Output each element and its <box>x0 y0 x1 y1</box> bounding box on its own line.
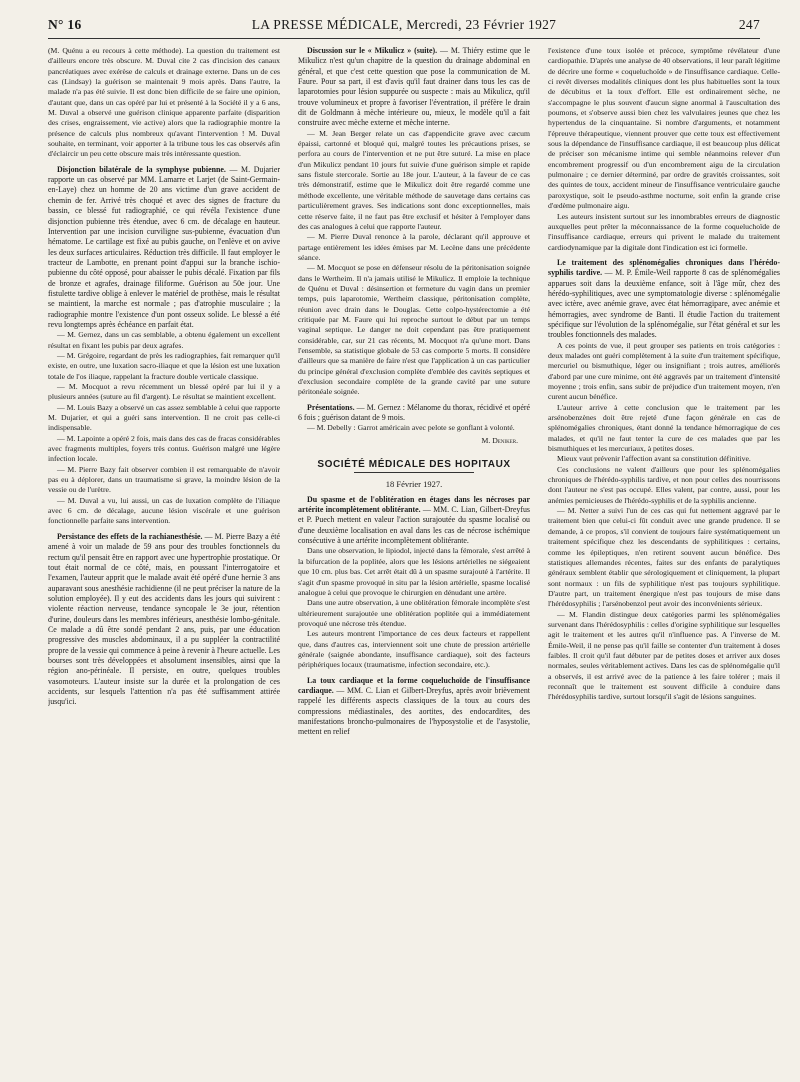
heading-text: — M. Gernez : Mélanome du thorax, récidivé et opéré 6 fois ; guérison datant de 9 mois. <box>298 402 530 423</box>
heading-title: Du spasme et de l'oblitération en étages dans les nécroses par artérite incomplètement oblitérante. <box>298 494 530 515</box>
session-date: 18 Février 1927. <box>385 479 443 490</box>
society-title-rule <box>354 472 474 473</box>
paragraph: — M. Pierre Bazy fait observer combien il est remarquable de n'avoir pas eu à déplorer, dans un traumatisme si grave, la moindre lésion de la vessie ou de l'urètre. <box>48 464 280 495</box>
paragraph: Les auteurs montrent l'importance de ces deux facteurs et rappellent que, dans d'autres cas, interviennent soit une chute de pression artérielle générale (saignée abondante, insuffisance cardiaque), soit des facteurs périphériques locaux (traumatisme, infection secondaire, etc.). <box>298 629 530 670</box>
paragraph: Dans une observation, le lipiodol, injecté dans la fémorale, s'est arrêté à la bifurcation de la poplitée, alors que les lésions artérielles ne siégeaient que 10 cm. plus bas. Cet arrêt était dû à un spasme surajouté à l'artérite. Il s'agit d'un spasme provoqué in situ par la lésion artérielle, spasme localisé analogue à celui que provoque le chirurgien en dénudant une artère. <box>298 546 530 597</box>
paragraph: Les auteurs insistent surtout sur les innombrables erreurs de diagnostic auxquelles peut prêter la méconnaissance de la forme coqueluchoïde de l'insuffisance cardiaque, erreurs qui privent le malade du traitement cardiodynamique par la digitale dont l'indication est ici formelle. <box>548 211 780 252</box>
paragraph: — M. Jean Berger relate un cas d'appendicite grave avec cæcum épaissi, cartonné et bloqué qui, malgré toutes les précautions prises, se perfora au cours de l'intervention et ne put être suturé. La mise en place d'un Mikulicz pendant 10 jours fut suivie d'une guérison simple et rapide sans fistule stercorale. Sortie au 18e jour. L'auteur, à la faveur de ce cas très démonstratif, estime que le Mikulicz doit être regardé comme une méthode excellente, une véritable méthode de sauvetage dans certains cas particulièrement graves. Ses indications sont donc exceptionnelles, mais cette réserve faite, il ne faut pas être exclusif et hésiter à l'employer dans des cas analogues à celui que rapporte l'auteur. <box>298 128 530 231</box>
section-heading <box>298 495 530 547</box>
paragraph: — M. Grégoire, regardant de près les radiographies, fait remarquer qu'il existe, en outre, une luxation sacro-iliaque et que la lésion est une luxation totale de l'os iliaque, rappelant la fracture double verticale classique. <box>48 350 280 381</box>
section-heading <box>48 165 280 331</box>
section-heading <box>48 532 280 708</box>
paragraph: — M. Pierre Duval renonce à la parole, déclarant qu'il approuve et partage entièrement les idées émises par M. Lecène dans une précédente séance. <box>298 232 530 262</box>
paragraph: Ces conclusions ne valent d'ailleurs que pour les splénomégalies chroniques de l'hérédo-syphilis tardive, et non pour celles des nourrissons dont l'auteur ne s'est pas occupé. Elles valent, par contre, aussi, pour les anémies pernicieuses de l'hérédo-syphilis et de la syphilis ancienne. <box>548 464 780 505</box>
paragraph: — M. Flandin distingue deux catégories parmi les splénomégalies survenant dans l'hérédosyphilis : celles d'origine syphilitique sur lesquelles agit le traitement et les autres qu'il n'influence pas. A l'inverse de M. Émile-Weil, il ne pense pas qu'il faille se contenter d'un traitement à doses faibles. Il croit qu'il faut débuter par de petites doses et arriver aux doses normales, seules véritablement actives. Dans les cas de splénomégalie qu'il a observés, il est arrivé avec de la patience à les faire tolérer ; mais il reconnaît que le traitement est souvent difficile à conduire dans l'hérédosyphilis tardive, surtout lorsqu'il s'agit de lésions sanguines. <box>548 609 780 702</box>
heading-text: — M. Dujarier rapporte un cas observé par MM. Lamarre et Larjet (de Saint-Germain-en-Laye) chez un homme de 20 ans victime d'un grave accident de chemin de fer. Arrivé très choqué et avec des signes de fracture du bassin, ce blessé fut radiographié, ce qui révéla l'existence d'une disjonction pubienne très étendue, avec 6 cm. de décalage en hauteur. Intervention par une incision curviligne sus-pubienne, évacuation d'un hématome. Le cartilage est fixé au pubis gauche, on l'enlève et on avive les deux surfaces articulaires. Réduction très difficile. Il faut employer le tracteur de Lambotte, en prenant point d'appui sur la branche ischio-pubienne du côté opposé, pour abaisser le pubis décalé. Fixation par fils de bronze et agrafes, drainage filiforme. Guérison au 50e jour. Une fistulette tardive oblige à enlever le matériel de prothèse, mais le résultat se maintient, la marche est normale ; pas d'atrophie musculaire ; la radiographie montre l'existence d'un pont osseux solide. Le blessé a été revu longtemps après échéance en parfait état. <box>48 164 280 329</box>
section-heading <box>548 258 780 341</box>
heading-text: — M. Thiéry estime que le Mikulicz n'est qu'un chapitre de la question du drainage abdominal en général, et que c'est cette question que pose la communication de M. Faure. Pour sa part, il est d'avis qu'il faut drainer dans tous les cas de laparotomies pour lésion suppurée ou suspecte : mais au Mikulicz, qu'il trouve volumineux et propre à favoriser l'éventration, il préfère le drain dit de Goldmann à mèche intérieure ou, mieux, le modèle qu'il a fait construire avec mèche externe et mèche interne. <box>298 46 530 128</box>
heading-text: — M. Pierre Bazy a été amené à voir un malade de 59 ans pour des troubles fonctionnels du rectum qu'il pensait être en rapport avec une hypertrophie prostatique. Or tout était normal de ce côté, mais, en poussant l'interrogatoire et l'examen, l'auteur apprit que le malade avait été opéré d'une hernie 3 ans auparavant sous anesthésie rachidienne (il ne peut préciser la nature de la solution employée). Il y eut des accidents dans les jours qui suivirent : violente réaction nerveuse, tendance syncopale le 3e jour, rétention d'urine, douleurs dans les membres inférieurs, anesthésie lombo-génitale. Ce malade a dû être sondé pendant 2 ans, puis, par une éducation progressive des muscles abdominaux, il a pu suppléer la contractilité propre de la vessie qui commence à peine à revenir à l'heure actuelle. Les bourses sont très développées et absolument insensibles, ainsi que la région ano-périnéale. Il persiste, en outre, quelques troubles vasomoteurs. L'auteur insiste sur la durée et la prolongation de ces accidents, sur lesquels l'attention n'a pas été suffisamment attirée jusqu'ici. <box>48 531 280 707</box>
society-title: SOCIÉTÉ MÉDICALE DES HOPITAUX <box>317 459 511 471</box>
heading-title: Le traitement des splénomégalies chroniques dans l'hérédo-syphilis tardive. <box>548 257 780 278</box>
column-1 <box>48 46 280 1066</box>
section-heading <box>298 46 530 129</box>
header-rule <box>48 38 760 39</box>
issue-number: N° 16 <box>48 17 82 32</box>
page-header <box>48 17 760 37</box>
author-signature: M. Deniker. <box>481 435 518 445</box>
paragraph: l'existence d'une toux isolée et précoce, symptôme révélateur d'une cardiopathie. D'après une analyse de 40 observations, il leur paraît légitime de décrire une forme « coqueluchoïde » de l'insuffisance cardiaque. Celle-ci revêt diverses modalités cliniques dont les plus habituelles sont la toux de décubitus et la toux d'effort. Elle est ordinairement sèche, ne s'accompagne le plus souvent d'aucun signe anormal à l'auscultation des poumons, et s'observe aussi bien chez les valvulaires jeunes que chez les hypertendus de la cinquantaine. Si nombre d'arguments, et notamment l'épreuve thérapeutique, viennent prouver que cette toux est effectivement sous la dépendance de l'insuffisance cardiaque, il est beaucoup plus délicat de préciser son mécanisme intime qui semble néanmoins relever d'un encombrement progressif ou d'un encombrement aigu de la circulation pulmonaire ; ce dernier déterminé, par ordre de gravités croissantes, soit des quintes de toux, accident mineur de l'insuffisance ventriculaire gauche paroxystique, soit le pseudo-asthme nocturne, soit enfin la grande crise d'œdème pulmonaire aigu. <box>548 46 780 211</box>
heading-title: Disjonction bilatérale de la symphyse pubienne. <box>57 164 226 174</box>
paragraph: — M. Debelly : Garrot américain avec pelote se gonflant à volonté. <box>307 423 515 433</box>
heading-title: Présentations. <box>307 402 355 412</box>
section-heading <box>298 676 530 738</box>
heading-title: La toux cardiaque et la forme coqueluchoïde de l'insuffisance cardiaque. <box>298 675 530 695</box>
paragraph: (M. Quénu a eu recours à cette méthode). La question du traitement est d'ailleurs encore très obscure. M. Duval cite 2 cas d'incision des canaux pancréatiques avec exérèse de calculs et drainage externe. Dans un de ces cas (Lindsay) la guérison se maintenait 9 mois après. Dans l'autre, la malade n'a pas été suivie. Il est donc bien difficile de se faire une opinion, d'autant que, dans un cas opéré par lui et présenté à la Société il y a 6 ans, M. Duval a observé une guérison clinique apparente parfaite (disparition des crises, engraissement, vie active) alors que la radiographie montre la présence de calculs plus nombreux qu'avant l'intervention ! M. Duval souhaite, en terminant, voir apporter à la tribune tous les cas observés afin d'éclaircir un peu cette obscure mais très intéressante question. <box>48 46 280 159</box>
heading-text: — M. P. Émile-Weil rapporte 8 cas de splénomégalies apparues soit dans la deuxième enfance, soit à l'âge mûr, chez des hérédo-syphilitiques, avec une symptomatologie diverse : splénomégalie avec ictère, avec anémie grave, avec état hémorragipare, avec anémie et hémorragies, avec syndrome de Banti. Il étudie l'action du traitement spécifique sur l'évolution de la splénomégalie, sur l'état général et sur les troubles fonctionnels des malades. <box>548 268 780 340</box>
paragraph: — M. Mocquot a revu récemment un blessé opéré par lui il y a plusieurs années (suture au fil d'argent). Le résultat se maintient excellent. <box>48 382 280 402</box>
paragraph: — M. Duval a vu, lui aussi, un cas de luxation complète de l'iliaque avec 6 cm. de décalage, aucune lésion viscérale et une guérison fonctionnelle parfaite sans intervention. <box>48 495 280 526</box>
paragraph: — M. Lapointe a opéré 2 fois, mais dans des cas de fracas considérables avec fragments multiples, foyers très contus. Guérison malgré une légère infection locale. <box>48 433 280 464</box>
column-2 <box>298 46 530 1066</box>
column-3 <box>548 46 780 1066</box>
paragraph: — M. Mocquot se pose en défenseur résolu de la péritonisation soignée dans le Wertheim. Il n'a jamais utilisé le Mikulicz. Il emploie la technique de Quénu et Duval : désinsertion et fermeture du vagin dans un premier temps, puis laparotomie, Wertheim classique, péritonisation complète, réunion avec drain dans le Douglas. Cette colpo-hystérectomie a été critiquée par M. Faure qui lui reproche surtout le début par un temps vaginal septique. Le danger ne doit cependant pas être pratiquement considérable, car, sur 21 cas récents, M. Mocquot n'a qu'une mort. Dans l'ensemble, sa statistique globale de 53 cas comporte 5 morts. Il considère d'ailleurs que sa manière de faire n'est que l'application à un cas particulier du principe général d'exclusion complète d'emblée des cavités septiques et d'exclusion secondaire complète de la grande cavité par une suture péritonéale soignée. <box>298 263 530 397</box>
page-number: 247 <box>738 17 760 32</box>
paragraph: — M. Gernez, dans un cas semblable, a obtenu également un excellent résultat en fixant les pubis par deux agrafes. <box>48 330 280 350</box>
paragraph: — M. Louis Bazy a observé un cas assez semblable à celui que rapporte M. Dujarier, et qui a guéri sans intervention. Il ne croit pas celle-ci indispensable. <box>48 402 280 433</box>
paragraph: Mieux vaut prévenir l'affection avant sa constitution définitive. <box>557 454 751 464</box>
heading-text: — MM. C. Lian, Gilbert-Dreyfus et P. Puech mettent en valeur l'action surajoutée du spasme localisé ou d'une deuxième localisation en aval dans les cas de nécrose ischémique consécutive à une artérite incomplètement oblitérante. <box>298 505 530 546</box>
paragraph: L'auteur arrive à cette conclusion que le traitement par les arsénobenzènes doit être rejeté d'une façon générale en cas de splénomégalies chroniques, étant donné la tendance hémorragique de ces malades, et qu'il ne faut tenter la cure de ces malades que par les bismuthiques et les mercuriaux, à petites doses. <box>548 402 780 454</box>
journal-title: LA PRESSE MÉDICALE, Mercredi, 23 Février 1927 <box>251 17 557 32</box>
section-heading <box>298 403 530 424</box>
paragraph: A ces points de vue, il peut grouper ses patients en trois catégories : deux malades ont guéri complètement à la suite d'un traitement spécifique, mercuriel ou bismuthique, léger ou insignifiant ; trois autres, améliorés d'abord par une cure minime, ont été aggravés par un traitement d'intensité moyenne ; trois enfin, sans subir de préjudice d'un traitement moyen, n'en curent aucun bénéfice. <box>548 340 780 402</box>
heading-text: — MM. C. Lian et Gilbert-Dreyfus, après avoir brièvement rappelé les différents aspects classiques de la toux au cours des compressions médiastinales, des aortites, des endocardites, des manifestations broncho-pulmonaires de l'hyposystolie et de l'asystolie, mettent en relief <box>298 685 530 737</box>
paragraph: — M. Netter a suivi l'un de ces cas qui fut nettement aggravé par le traitement bien que celui-ci fût conduit avec une grande prudence. Il se demande, à ce propos, s'il convient de toujours faire systématiquement un traitement spécifique chez les descendants de syphilitiques : certains, comme les épileptiques, n'en retirent souvent aucun bénéfice. Des statistiques allemandes récentes, faites sur des enfants de paralytiques généraux semblent établir que sérologiquement et cliniquement, la plupart sont normaux : un fils de syphilitique n'est pas toujours syphilitique. D'autre part, un traitement énergique n'est pas toujours de mise dans l'hérédosyphilis ; l'arsénobenzol peut avoir des inconvénients sérieux. <box>548 506 780 609</box>
heading-title: Discussion sur le « Mikulicz » (suite). <box>307 46 438 55</box>
heading-title: Persistance des effets de la rachianesthésie. <box>57 531 203 541</box>
paragraph: Dans une autre observation, à une oblitération fémorale incomplète s'est ultérieurement surajoutée une oblitération poplitée qui a immédiatement provoqué une nécrose très étendue. <box>298 598 530 628</box>
